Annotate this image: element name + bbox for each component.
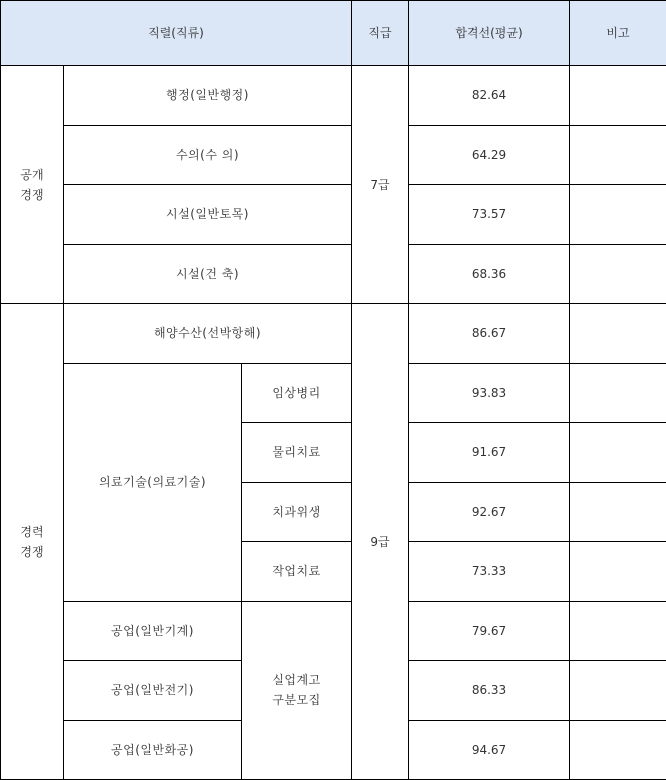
position-cell: 행정(일반행정) — [64, 66, 352, 126]
group-career-competition: 경력 경쟁 — [1, 304, 64, 780]
table-row — [1, 363, 666, 423]
cutoff-cell: 93.83 — [409, 363, 570, 423]
cutoff-cell: 86.33 — [409, 661, 570, 721]
header-row — [1, 1, 666, 66]
cutoff-cell: 82.64 — [409, 66, 570, 126]
remarks-cell — [570, 66, 666, 126]
table-row — [1, 185, 666, 245]
table-row — [1, 125, 666, 185]
sub-position-cell: 물리치료 — [242, 423, 352, 483]
remarks-cell — [570, 661, 666, 721]
cutoff-cell: 73.57 — [409, 185, 570, 245]
group-open-competition: 공개 경쟁 — [1, 66, 64, 304]
table-row — [1, 304, 666, 364]
remarks-cell — [570, 423, 666, 483]
vocational-recruitment-note: 실업계고 구분모집 — [242, 601, 352, 780]
remarks-cell — [570, 304, 666, 364]
remarks-cell — [570, 244, 666, 304]
header-grade: 직급 — [352, 1, 409, 66]
remarks-cell — [570, 125, 666, 185]
position-cell: 수의(수 의) — [64, 125, 352, 185]
cutoff-cell: 73.33 — [409, 542, 570, 602]
position-cell: 공업(일반기계) — [64, 601, 242, 661]
position-cell: 시설(일반토목) — [64, 185, 352, 245]
cutoff-cell: 68.36 — [409, 244, 570, 304]
sub-position-cell: 임상병리 — [242, 363, 352, 423]
sub-position-cell: 작업치료 — [242, 542, 352, 602]
cutoff-cell: 94.67 — [409, 720, 570, 780]
position-cell: 공업(일반화공) — [64, 720, 242, 780]
table-row — [1, 601, 666, 661]
table-row — [1, 244, 666, 304]
remarks-cell — [570, 601, 666, 661]
cutoff-cell: 79.67 — [409, 601, 570, 661]
grade-cell: 9급 — [352, 304, 409, 780]
header-position: 직렬(직류) — [1, 1, 352, 66]
remarks-cell — [570, 542, 666, 602]
remarks-cell — [570, 720, 666, 780]
position-cell: 공업(일반전기) — [64, 661, 242, 721]
position-cell: 시설(건 축) — [64, 244, 352, 304]
remarks-cell — [570, 363, 666, 423]
header-cutoff: 합격선(평균) — [409, 1, 570, 66]
table-row — [1, 66, 666, 126]
header-remarks: 비고 — [570, 1, 666, 66]
cutoff-cell: 92.67 — [409, 482, 570, 542]
position-group-medical: 의료기술(의료기술) — [64, 363, 242, 601]
sub-position-cell: 치과위생 — [242, 482, 352, 542]
cutoff-cell: 86.67 — [409, 304, 570, 364]
grade-cell: 7급 — [352, 66, 409, 304]
remarks-cell — [570, 482, 666, 542]
cutoff-cell: 91.67 — [409, 423, 570, 483]
position-cell: 해양수산(선박항해) — [64, 304, 352, 364]
cutoff-cell: 64.29 — [409, 125, 570, 185]
remarks-cell — [570, 185, 666, 245]
